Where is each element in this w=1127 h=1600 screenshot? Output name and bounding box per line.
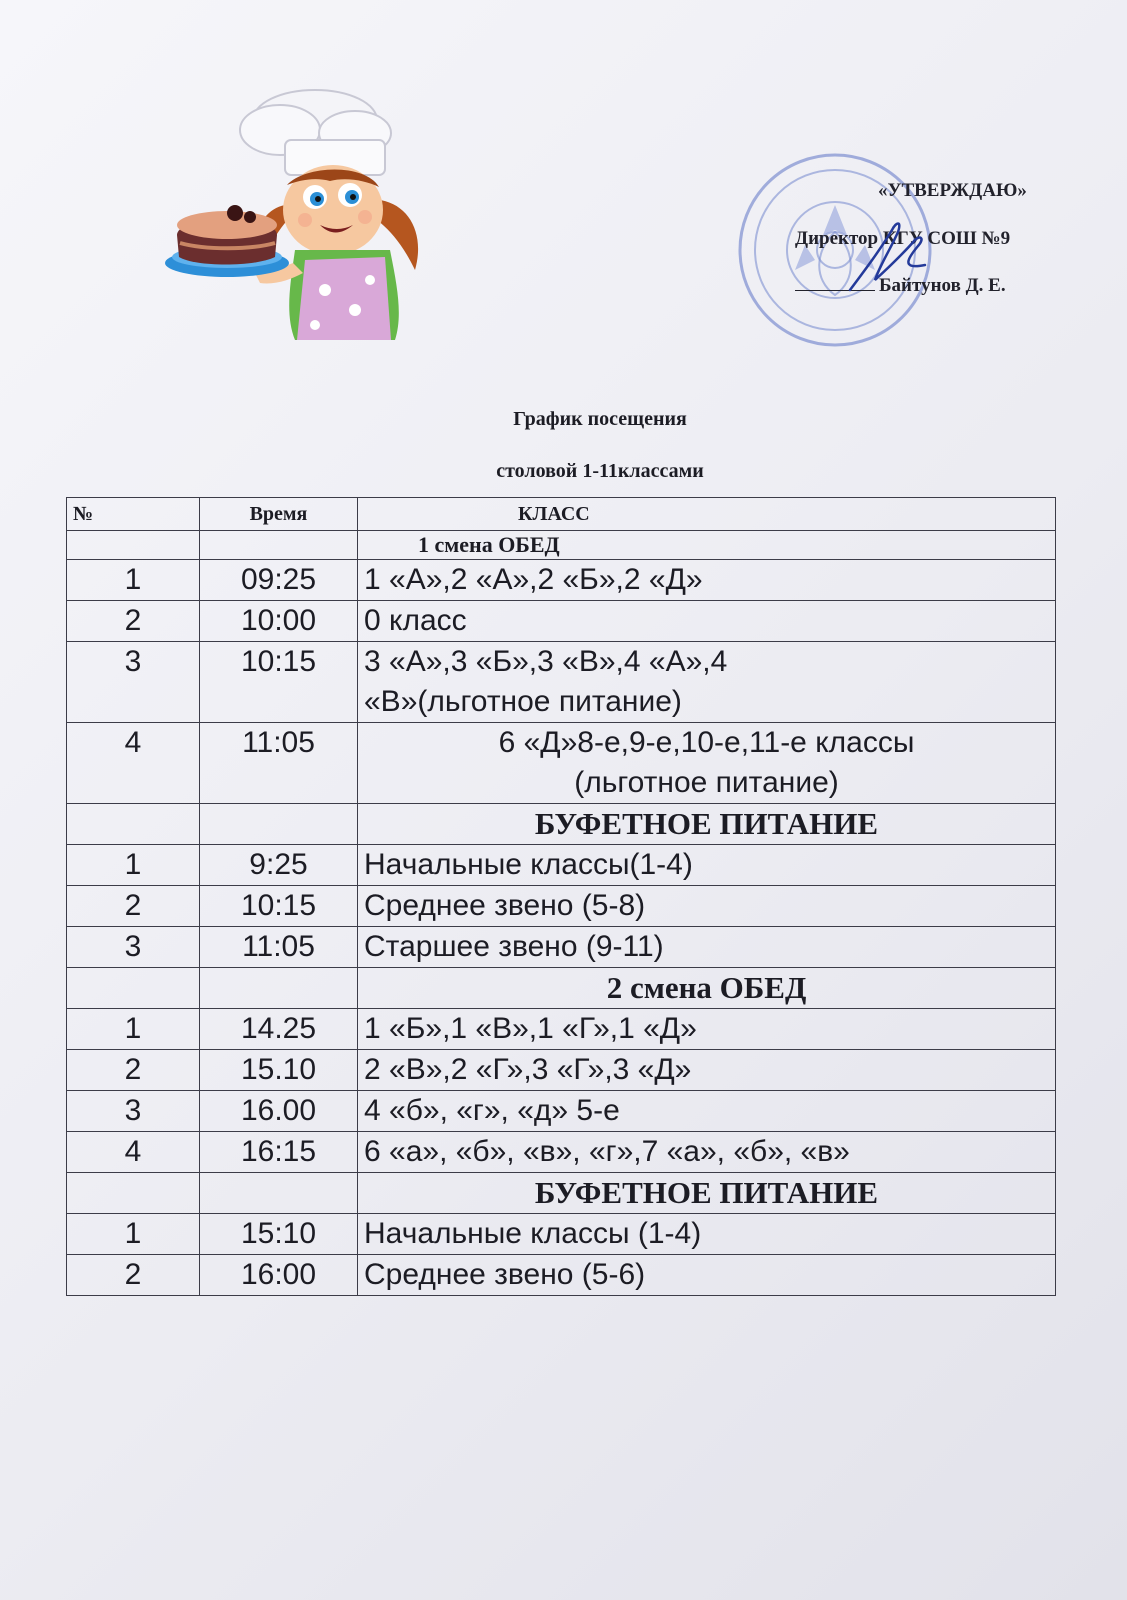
row-time: 15.10 (200, 1050, 358, 1091)
section-title: БУФЕТНОЕ ПИТАНИЕ (358, 1173, 1056, 1214)
table-row (67, 1091, 1056, 1132)
row-class: Начальные классы (1-4) (358, 1214, 1056, 1255)
header-number: № (67, 498, 200, 531)
row-time: 15:10 (200, 1214, 358, 1255)
row-class: 4 «б», «г», «д» 5-е (358, 1091, 1056, 1132)
section-title: 2 смена ОБЕД (358, 968, 1056, 1009)
row-number: 1 (67, 560, 200, 601)
chef-girl-illustration (165, 85, 425, 340)
row-time: 14.25 (200, 1009, 358, 1050)
row-class: 6 «а», «б», «в», «г»,7 «а», «б», «в» (358, 1132, 1056, 1173)
director-name: Байтунов Д. Е. (879, 275, 1006, 296)
table-row (67, 601, 1056, 642)
handwritten-signature (830, 210, 940, 300)
row-number: 2 (67, 886, 200, 927)
table-row (67, 886, 1056, 927)
row-number: 4 (67, 1132, 200, 1173)
row-time: 10:15 (200, 642, 358, 723)
table-row (67, 1009, 1056, 1050)
row-class: 1 «Б»,1 «В»,1 «Г»,1 «Д» (358, 1009, 1056, 1050)
section-row (67, 1173, 1056, 1214)
section-row (67, 804, 1056, 845)
row-number: 2 (67, 1255, 200, 1296)
table-row (67, 1050, 1056, 1091)
schedule-table (66, 497, 1056, 1296)
row-time: 16.00 (200, 1091, 358, 1132)
row-number: 4 (67, 723, 200, 804)
section-title: БУФЕТНОЕ ПИТАНИЕ (358, 804, 1056, 845)
approve-label: «УТВЕРЖДАЮ» (878, 180, 1027, 201)
document-subtitle: столовой 1-11классами (496, 460, 704, 482)
table-row (67, 723, 1056, 804)
header-time: Время (200, 498, 358, 531)
director-line: Директор КГУ СОШ №9 (795, 228, 1011, 249)
row-time: 09:25 (200, 560, 358, 601)
row-class: 6 «Д»8-е,9-е,10-е,11-е классы (льготное питание) (358, 723, 1056, 804)
row-time: 16:00 (200, 1255, 358, 1296)
header-class: КЛАСС (358, 498, 1056, 531)
row-class: 0 класс (358, 601, 1056, 642)
row-class: Среднее звено (5-6) (358, 1255, 1056, 1296)
table-row (67, 642, 1056, 723)
table-header-row (67, 498, 1056, 531)
section-row (67, 968, 1056, 1009)
row-number: 1 (67, 845, 200, 886)
table-row (67, 1255, 1056, 1296)
row-class: 2 «В»,2 «Г»,3 «Г»,3 «Д» (358, 1050, 1056, 1091)
table-row (67, 560, 1056, 601)
row-number: 3 (67, 1091, 200, 1132)
row-time: 11:05 (200, 927, 358, 968)
table-row (67, 845, 1056, 886)
row-time: 11:05 (200, 723, 358, 804)
approval-block (735, 150, 1075, 350)
row-time: 10:00 (200, 601, 358, 642)
row-class: Среднее звено (5-8) (358, 886, 1056, 927)
row-class: Старшее звено (9-11) (358, 927, 1056, 968)
row-number: 1 (67, 1214, 200, 1255)
table-row (67, 927, 1056, 968)
table-row (67, 1214, 1056, 1255)
row-class: 1 «А»,2 «А»,2 «Б»,2 «Д» (358, 560, 1056, 601)
row-time: 16:15 (200, 1132, 358, 1173)
row-class: Начальные классы(1-4) (358, 845, 1056, 886)
row-number: 2 (67, 1050, 200, 1091)
row-class: 3 «А»,3 «Б»,3 «В»,4 «А»,4 «В»(льготное питание) (358, 642, 1056, 723)
row-time: 10:15 (200, 886, 358, 927)
row-time: 9:25 (200, 845, 358, 886)
row-number: 3 (67, 927, 200, 968)
section-row (67, 531, 1056, 560)
row-number: 2 (67, 601, 200, 642)
table-row (67, 1132, 1056, 1173)
document-title: График посещения (513, 408, 687, 430)
row-number: 3 (67, 642, 200, 723)
section-title: 1 смена ОБЕД (358, 531, 1056, 560)
row-number: 1 (67, 1009, 200, 1050)
